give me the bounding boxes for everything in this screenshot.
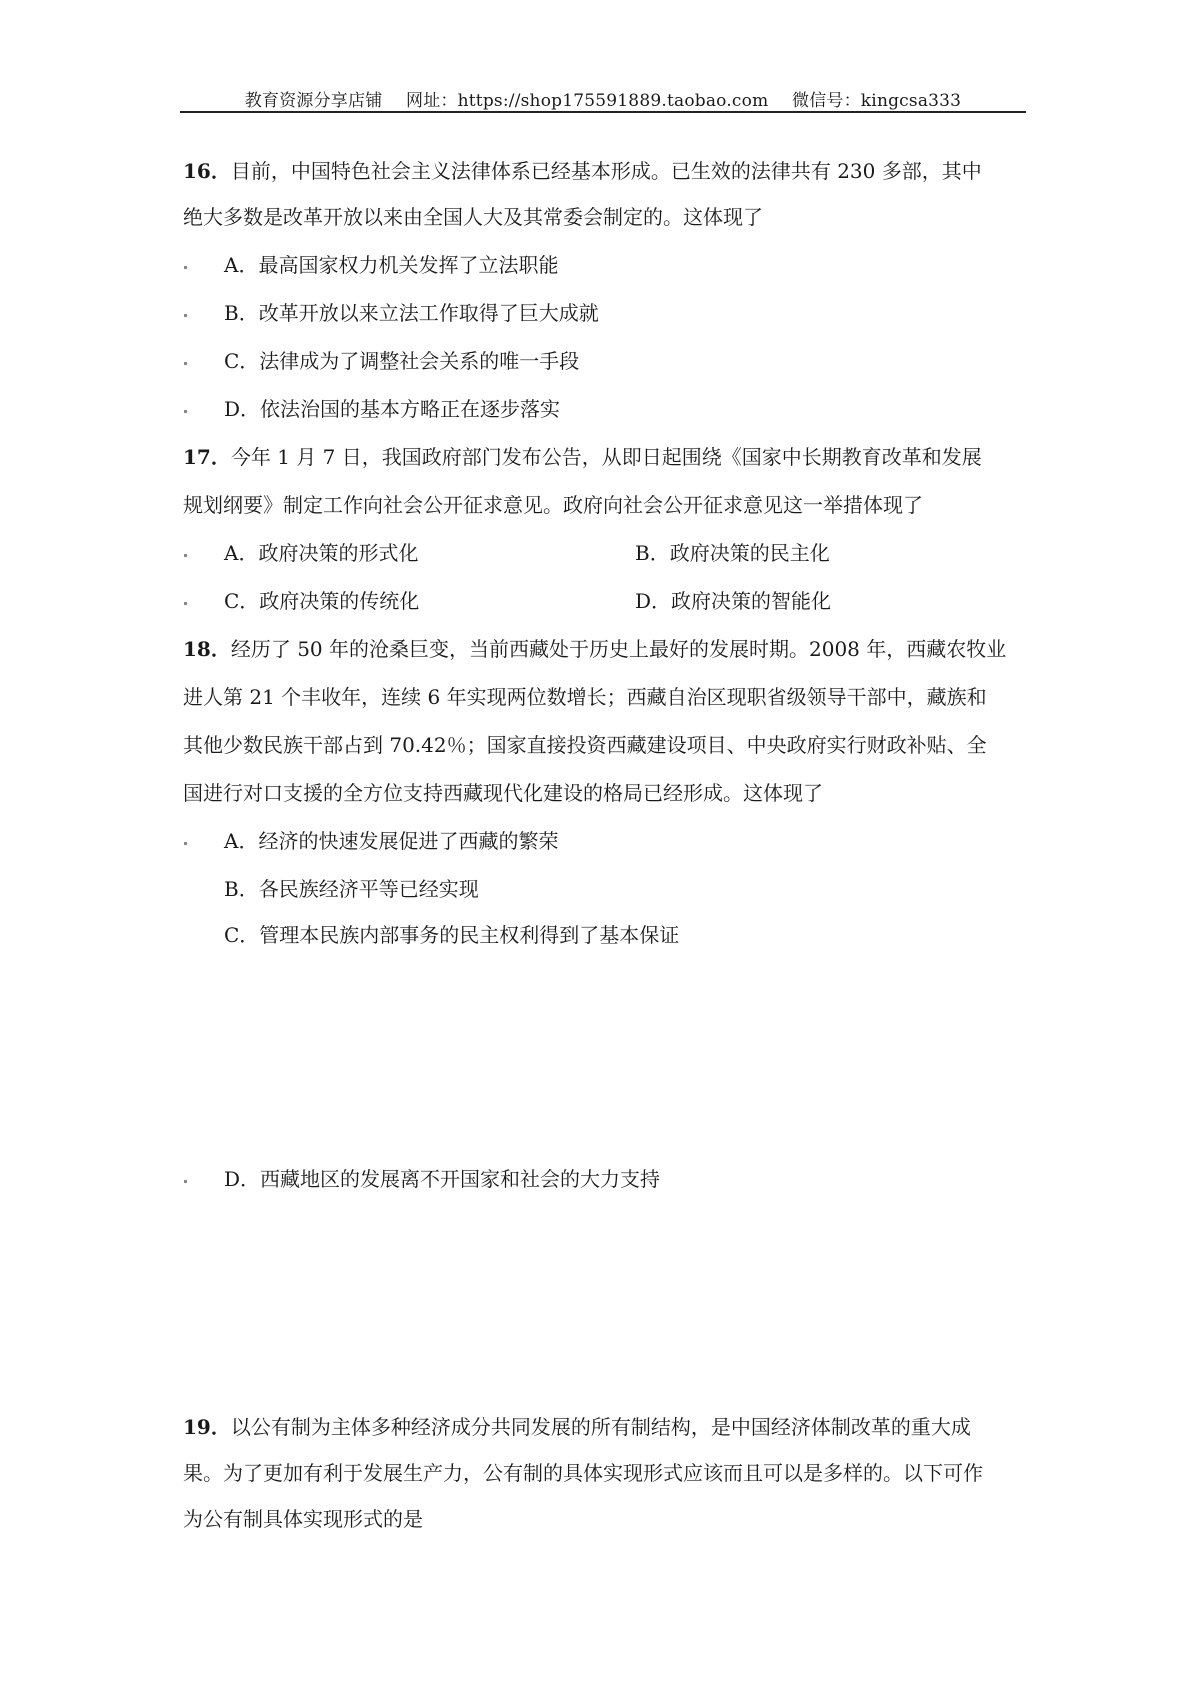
header-wechat: 微信号：kingcsa333 xyxy=(792,91,962,111)
q18-option-b: B．各民族经济平等已经实现 xyxy=(224,877,479,901)
margin-dot xyxy=(184,1180,187,1183)
q16-option-c: C．法律成为了调整社会关系的唯一手段 xyxy=(224,349,580,373)
q18-option-c: C．管理本民族内部事务的民主权利得到了基本保证 xyxy=(224,923,680,947)
q17-option-d: D．政府决策的智能化 xyxy=(635,589,832,613)
q18-option-a: A．经济的快速发展促进了西藏的繁荣 xyxy=(224,829,559,853)
q16-option-a: A．最高国家权力机关发挥了立法职能 xyxy=(224,253,559,277)
q18-stem-line-1 xyxy=(183,636,1023,662)
header-shop-name: 教育资源分享店铺 xyxy=(244,91,383,111)
q17-option-c: C．政府决策的传统化 xyxy=(224,589,420,613)
margin-dot xyxy=(184,602,187,605)
q17-stem-line-1 xyxy=(183,444,1023,470)
q19-stem-line-3: 为公有制具体实现形式的是 xyxy=(183,1507,423,1531)
margin-dot xyxy=(184,410,187,413)
page-header xyxy=(180,86,1026,111)
q16-stem-line-1 xyxy=(183,158,1023,184)
q16-stem-text-1: 目前，中国特色社会主义法律体系已经基本形成。已生效的法律共有 230 多部，其中 xyxy=(230,159,982,183)
q17-stem-line-2: 规划纲要》制定工作向社会公开征求意见。政府向社会公开征求意见这一举措体现了 xyxy=(183,493,923,517)
q17-option-a: A．政府决策的形式化 xyxy=(224,541,419,565)
header-rule xyxy=(180,111,1026,113)
q16-stem-line-2: 绝大多数是改革开放以来由全国人大及其常委会制定的。这体现了 xyxy=(183,205,763,229)
q18-stem-line-2: 进人第 21 个丰收年，连续 6 年实现两位数增长；西藏自治区现职省级领导干部中，藏族和 xyxy=(183,685,987,709)
margin-dot xyxy=(184,842,187,845)
margin-dot xyxy=(184,554,187,557)
margin-dot xyxy=(184,314,187,317)
header-shop-url: 网址：https://shop175591889.taobao.com xyxy=(406,91,769,111)
margin-dot xyxy=(184,362,187,365)
q16-number: 16． xyxy=(183,159,231,183)
q18-stem-line-3: 其他少数民族干部占到 70.42％；国家直接投资西藏建设项目、中央政府实行财政补贴、全 xyxy=(183,733,987,757)
q19-stem-text-1: 以公有制为主体多种经济成分共同发展的所有制结构，是中国经济体制改革的重大成 xyxy=(230,1415,971,1439)
q18-number: 18． xyxy=(183,637,231,661)
q19-number: 19． xyxy=(183,1415,231,1439)
q16-option-d: D．依法治国的基本方略正在逐步落实 xyxy=(224,397,561,421)
q17-number: 17． xyxy=(183,445,231,469)
q19-stem-line-1 xyxy=(183,1414,1023,1440)
margin-dot xyxy=(184,266,187,269)
q18-stem-text-1: 经历了 50 年的沧桑巨变，当前西藏处于历史上最好的发展时期。2008 年，西藏农牧业 xyxy=(230,637,1007,661)
q17-stem-text-1: 今年 1 月 7 日，我国政府部门发布公告，从即日起围绕《国家中长期教育改革和发展 xyxy=(230,445,982,469)
q18-stem-line-4: 国进行对口支援的全方位支持西藏现代化建设的格局已经形成。这体现了 xyxy=(183,781,823,805)
q18-option-d: D．西藏地区的发展离不开国家和社会的大力支持 xyxy=(224,1167,661,1191)
q16-option-b: B．改革开放以来立法工作取得了巨大成就 xyxy=(224,301,599,325)
q17-option-b: B．政府决策的民主化 xyxy=(635,541,830,565)
q19-stem-line-2: 果。为了更加有利于发展生产力，公有制的具体实现形式应该而且可以是多样的。以下可作 xyxy=(183,1461,983,1485)
